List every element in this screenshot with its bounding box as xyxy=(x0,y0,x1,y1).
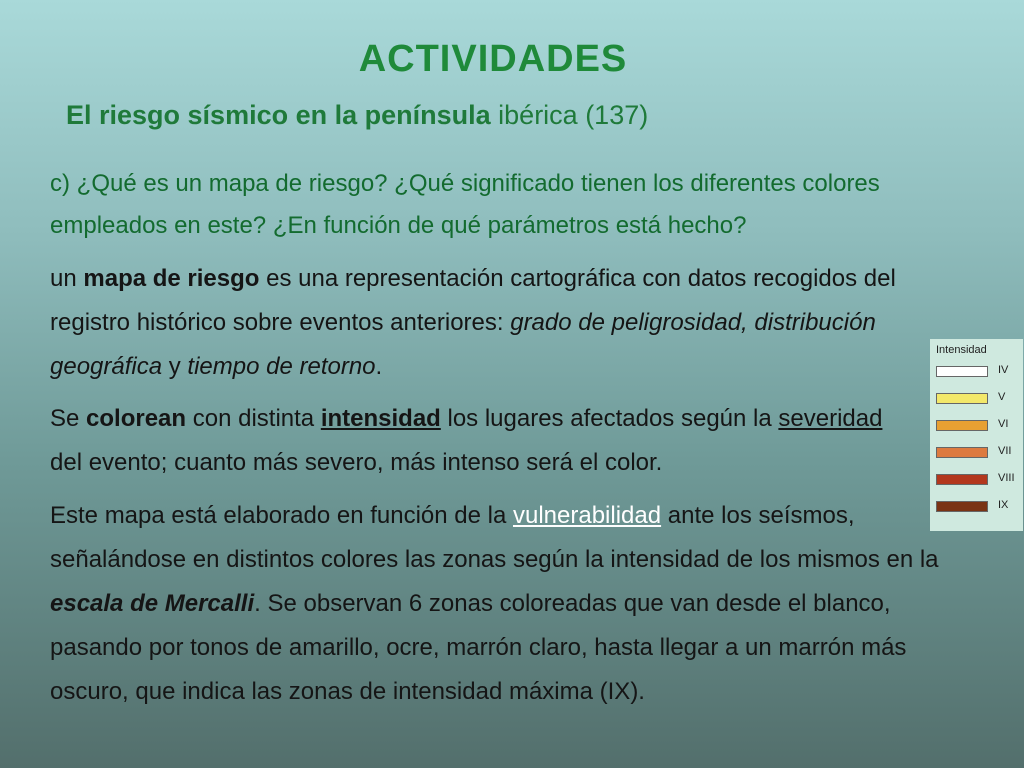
subtitle-bold-part: El riesgo sísmico en la península xyxy=(66,100,491,130)
slide-title: ACTIVIDADES xyxy=(358,38,628,80)
p1-bold-term: mapa de riesgo xyxy=(83,265,260,292)
legend-swatch xyxy=(936,393,988,404)
legend-label: IV xyxy=(998,364,1009,376)
p1-text-2: es una representación cartográfica con datos recogidos del registro histórico sobre eventos anteriores: xyxy=(50,265,896,336)
p2-text-2: con distinta xyxy=(186,405,321,432)
p1-italic-2: tiempo de retorno xyxy=(187,353,376,380)
p3-bold-italic-term: escala de Mercalli xyxy=(50,590,255,617)
legend-label: IX xyxy=(998,499,1009,511)
legend-row xyxy=(936,442,1023,469)
p3-text-3: . Se observan 6 zonas coloreadas que van desde el blanco, pasando por tonos de amarillo, ocre, marrón claro, hasta llegar a un marrón más oscuro, que indica las zonas de intensidad máxima (IX). xyxy=(50,590,907,705)
p2-bold-term: colorean xyxy=(86,405,187,432)
legend-swatch xyxy=(936,366,988,377)
legend-swatch xyxy=(936,501,988,512)
legend-row xyxy=(936,415,1023,442)
legend-swatch xyxy=(936,447,988,458)
p1-text-1: un xyxy=(50,265,84,292)
p2-underline-term: severidad xyxy=(778,405,883,432)
intensity-legend xyxy=(930,339,1023,531)
p1-text-3: y xyxy=(162,353,188,380)
question-text: c) ¿Qué es un mapa de riesgo? ¿Qué significado tienen los diferentes colores empleados en este? ¿En función de qué parámetros está hecho? xyxy=(50,170,880,239)
legend-row xyxy=(936,496,1023,523)
legend-label: VII xyxy=(998,445,1012,457)
paragraph-mercalli xyxy=(50,494,980,714)
legend-swatch xyxy=(936,420,988,431)
p2-bold-underline-term: intensidad xyxy=(320,405,441,432)
legend-title: Intensidad xyxy=(936,344,987,356)
legend-swatch xyxy=(936,474,988,485)
slide-subtitle xyxy=(66,100,648,131)
p3-text-1: Este mapa está elaborado en función de la xyxy=(50,502,513,529)
subtitle-rest-part: ibérica (137) xyxy=(490,100,649,130)
p1-italic-1: grado de peligrosidad, distribución geográfica xyxy=(50,309,876,380)
legend-row xyxy=(936,361,1023,388)
paragraph-definition xyxy=(50,257,980,389)
paragraph-colors xyxy=(50,397,920,485)
legend-row xyxy=(936,388,1023,415)
p1-text-4: . xyxy=(375,353,383,380)
legend-label: VIII xyxy=(998,472,1015,484)
p2-text-1: Se xyxy=(50,405,87,432)
legend-label: V xyxy=(998,391,1006,403)
p2-text-4: del evento; cuanto más severo, más intenso será el color. xyxy=(50,449,663,476)
legend-row xyxy=(936,469,1023,496)
p2-text-3: los lugares afectados según la xyxy=(440,405,779,432)
legend-label: VI xyxy=(998,418,1009,430)
p3-text-2: ante los seísmos, señalándose en distintos colores las zonas según la intensidad de los mismos en la xyxy=(50,502,939,573)
vulnerabilidad-link[interactable]: vulnerabilidad xyxy=(512,502,662,529)
